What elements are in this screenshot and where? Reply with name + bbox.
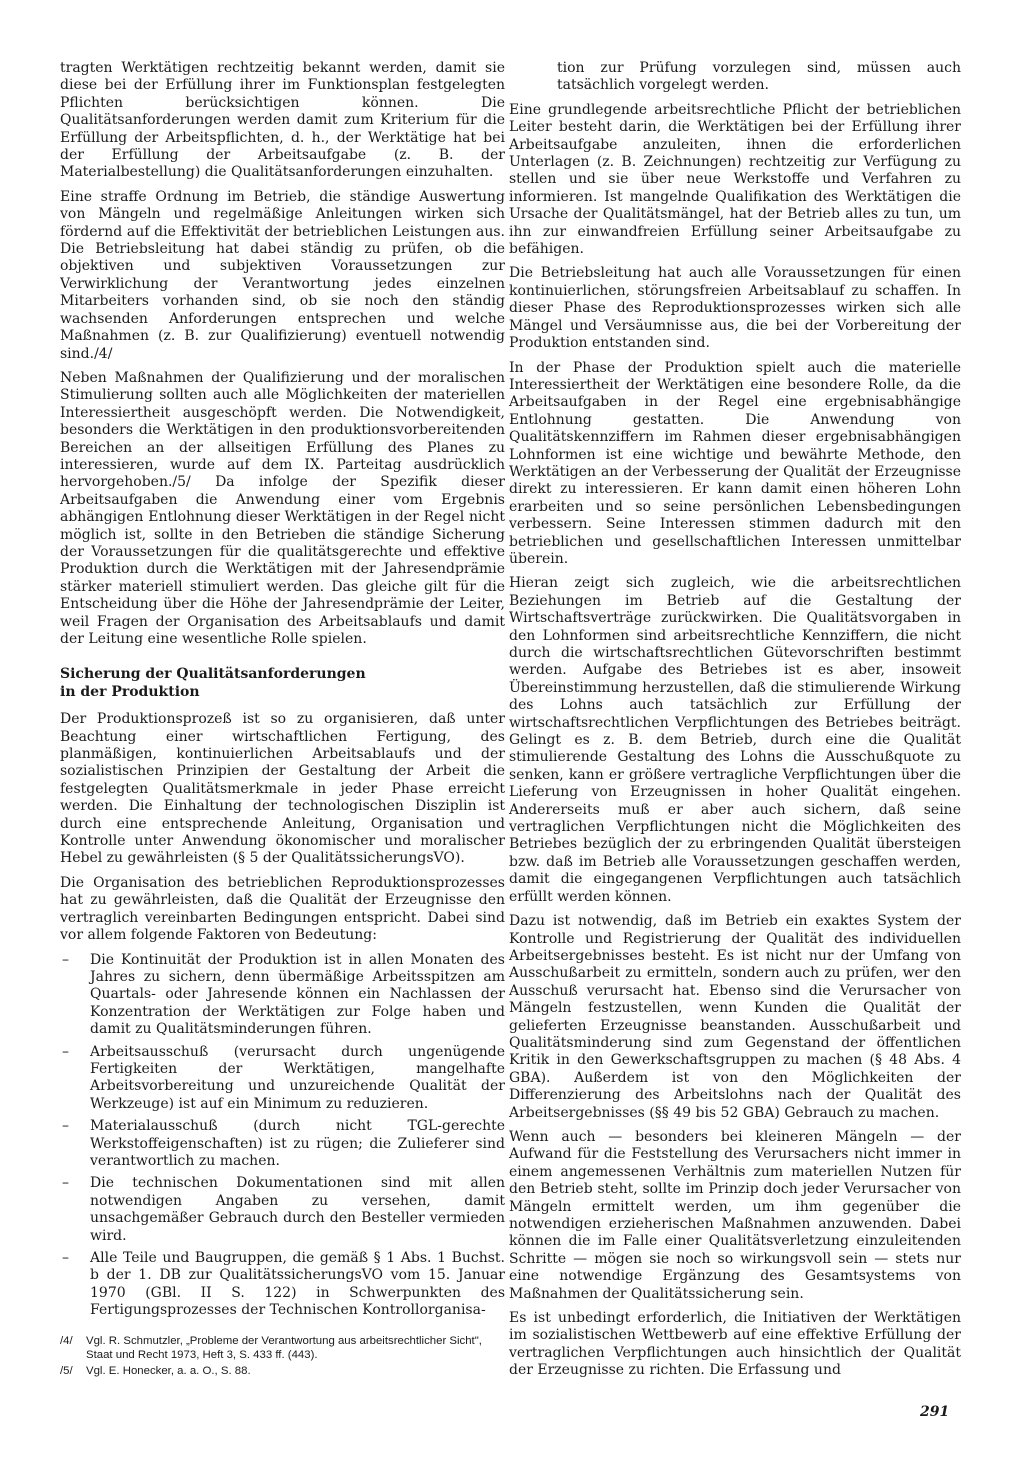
right-column <box>509 60 961 1387</box>
paragraph: Eine grundlegende arbeitsrechtliche Pflicht der betrieblichen Leiter besteht darin, die Werktätigen bei der Erfüllung ihrer Arbeitsaufgabe anzuleiten, ihnen die erforderlichen Unterlagen (z. B. Zeichnungen) rechtzeitig zur Verfügung zu stellen und sie über neue Werkstoffe und Verfahren zu informieren. Ist mangelnde Qualifikation des Werktätigen die Ursache der Qualitätsmängel, hat der Betrieb alles zu tun, um ihn zur einwandfreien Erfüllung seiner Arbeitsaufgabe zu befähigen. <box>509 101 961 258</box>
section-heading-line: in der Produktion <box>60 683 200 700</box>
paragraph: Die Betriebsleitung hat auch alle Voraussetzungen für einen kontinuierlichen, störungsfreien Arbeitsablauf zu schaffen. In dieser Phase des Reproduktionsprozesses wirken sich alle Mängel und Versäumnisse aus, die bei der Vorbereitung der Produktion entstanden sind. <box>509 265 961 352</box>
list-item: – Arbeitsausschuß (verursacht durch ungenügende Fertigkeiten der Werktätigen, mangelhafte Arbeitsvorbereitung und unzureichende Qualität der Werkzeuge) ist auf ein Minimum zu reduzieren. <box>60 1044 505 1114</box>
footnotes <box>60 1334 505 1379</box>
footnote-mark: /4/ <box>60 1334 73 1347</box>
paragraph: Wenn auch — besonders bei kleineren Mängeln — der Aufwand für die Feststellung des Verursachers nicht immer in einem angemessenen Verhältnis zum materiellen Nutzen für den Betrieb steht, sollte im Prinzip doch jeder Verursacher von Mängeln ermittelt werden, um ihm gegenüber die notwendigen erzieherischen Maßnahmen anzuwenden. Dabei können die im Falle einer Qualitätsverletzung einzuleitenden Schritte — mögen sie noch so wirkungsvoll sein — stets nur eine notwendige Ergänzung des Gesamtsystems von Maßnahmen der Qualitätssicherung sein. <box>509 1128 961 1302</box>
paragraph: Hieran zeigt sich zugleich, wie die arbeitsrechtlichen Beziehungen im Betrieb auf die Gestaltung der Wirtschaftsverträge zurückwirken. Die Qualitätsvorgaben in den Lohnformen sind arbeitsrechtliche Kennziffern, die nicht durch die wirtschaftsrechtlichen Gütevorschriften bestimmt werden. Aufgabe des Betriebes ist es aber, insoweit Übereinstimmung herzustellen, daß die stimulierende Wirkung des Lohns auch tatsächlich zur Erfüllung der wirtschaftsrechtlichen Verpflichtungen des Betriebes beiträgt. Gelingt es z. B. dem Betrieb, durch eine die Qualität stimulierende Gestaltung des Lohns die Ausschußquote zu senken, kann er größere vertragliche Verpflichtungen über die Lieferung von Erzeugnissen in hoher Qualität eingehen. Andererseits muß er aber auch sichern, daß seine vertraglichen Verpflichtungen nicht die Möglichkeiten des Betriebes bezüglich der zu erbringenden Qualität übersteigen bzw. daß im Betrieb alle Voraussetzungen geschaffen werden, damit die eingegangenen Verpflichtungen auch tatsächlich erfüllt werden können. <box>509 575 961 905</box>
list-item: – Die Kontinuität der Produktion ist in allen Monaten des Jahres zu sichern, denn übermäßige Arbeitsspitzen am Quartals- oder Jahresende können ein Nachlassen der Konzentration der Werktätigen zur Folge haben und damit zu Qualitätsminderungen führen. <box>60 952 505 1039</box>
footnote <box>60 1334 505 1362</box>
footnote-mark: /5/ <box>60 1365 73 1378</box>
footnote <box>60 1364 505 1378</box>
paragraph: tragten Werktätigen rechtzeitig bekannt werden, damit sie diese bei der Erfüllung ihrer im Funktionsplan festgelegten Pflichten berücksichtigen können. Die Qualitätsanforderungen werden damit zum Kriterium für die Erfüllung der Arbeitspflichten, d. h., der Werktätige hat bei der Erfüllung der Arbeitsaufgabe (z. B. der Materialbestellung) die Qualitätsanforderungen einzuhalten. <box>60 60 505 181</box>
paragraph: Eine straffe Ordnung im Betrieb, die ständige Auswertung von Mängeln und regelmäßige Anleitungen wirken sich fördernd auf die Effektivität der betrieblichen Leistungen aus. Die Betriebsleitung hat dabei ständig zu prüfen, ob die objektiven und subjektiven Voraussetzungen zur Verwirklichung der Verantwortung jedes einzelnen Mitarbeiters vorhanden sind, ob sie noch den ständig wachsenden Anforderungen entsprechen und welche Maßnahmen (z. B. zur Qualifizierung) eventuell notwendig sind./4/ <box>60 188 505 362</box>
paragraph: Der Produktionsprozeß ist so zu organisieren, daß unter Beachtung einer wirtschaftlichen Fertigung, des planmäßigen, kontinuierlichen Arbeitsablaufs und der sozialistischen Prinzipien der Gestaltung der Arbeit die festgelegten Qualitätsmerkmale in jeder Phase erreicht werden. Die Einhaltung der technologischen Disziplin ist durch eine entsprechende Anleitung, Organisation und Kontrolle unter Anwendung ökonomischer und moralischer Hebel zu gewährleisten (§ 5 der QualitätssicherungsVO). <box>60 711 505 867</box>
page-number: 291 <box>920 1404 950 1420</box>
list-item: – Die technischen Dokumentationen sind mit allen notwendigen Angaben zu versehen, damit unsachgemäßer Gebrauch durch den Besteller vermieden wird. <box>60 1175 505 1245</box>
paragraph-continuation: tion zur Prüfung vorzulegen sind, müssen auch tatsächlich vorgelegt werden. <box>557 60 961 94</box>
paragraph: Es ist unbedingt erforderlich, die Initiativen der Werktätigen im sozialistischen Wettbewerb auf eine effektive Erfüllung der vertraglichen Verpflichtungen auch hinsichtlich der Qualität der Erzeugnisse zu richten. Die Erfassung und <box>509 1310 961 1379</box>
section-heading-line: Sicherung der Qualitätsanforderungen <box>60 666 366 683</box>
section-heading <box>60 666 505 701</box>
paragraph: In der Phase der Produktion spielt auch die materielle Interessiertheit der Werktätigen eine besondere Rolle, da die Arbeitsaufgaben in der Regel eine ergebnisabhängige Entlohnung gestatten. Die Anwendung von Qualitätskennziffern im Rahmen dieser ergebnisabhängigen Lohnformen ist eine wichtige und bewährte Methode, den Werktätigen an der Verbesserung der Qualität der Erzeugnisse direkt zu interessieren. Er kann damit einen höheren Lohn erarbeiten und so seine persönlichen Lebensbedingungen verbessern. Seine Interessen stimmen dadurch mit den betrieblichen und gesellschaftlichen Interessen unmittelbar überein. <box>509 359 961 567</box>
list-item: – Materialausschuß (durch nicht TGL-gerechte Werkstoffeigenschaften) ist zu rügen; die Zulieferer sind verantwortlich zu machen. <box>60 1118 505 1170</box>
list-item: – Alle Teile und Baugruppen, die gemäß § 1 Abs. 1 Buchst. b der 1. DB zur QualitätssicherungsVO vom 15. Januar 1970 (GBl. II S. 122) in Schwerpunkten des Fertigungsprozesses der Technischen Kontrollorganisa- <box>60 1250 505 1320</box>
paragraph: Die Organisation des betrieblichen Reproduktionsprozesses hat zu gewährleisten, daß die Qualität der Erzeugnisse den vertraglich vereinbarten Bedingungen entspricht. Dabei sind vor allem folgende Faktoren von Bedeutung: <box>60 874 505 944</box>
paragraph: Dazu ist notwendig, daß im Betrieb ein exaktes System der Kontrolle und Registrierung der Qualität des individuellen Arbeitsergebnisses besteht. Es ist nicht nur der Umfang von Ausschußarbeit zu ermitteln, sondern auch zu prüfen, wer den Ausschuß verursacht hat. Ebenso sind die Verursacher von Mängeln festzustellen, wenn Kunden die Qualität der gelieferten Erzeugnisse beanstanden. Ausschußarbeit und Qualitätsminderung sind zum Gegenstand der öffentlichen Kritik in den Gewerkschaftsgruppen zu machen (§ 48 Abs. 4 GBA). Außerdem ist von den Möglichkeiten der Differenzierung des Arbeitslohns nach der Qualität des Arbeitsergebnisses (§§ 49 bis 52 GBA) Gebrauch zu machen. <box>509 913 961 1121</box>
factor-list <box>60 952 505 1320</box>
footnote-text: Vgl. R. Schmutzler, „Probleme der Verantwortung aus arbeitsrechtlicher Sicht", Staat und Recht 1973, Heft 3, S. 433 ff. (443). <box>86 1334 482 1361</box>
paragraph: Neben Maßnahmen der Qualifizierung und der moralischen Stimulierung sollten auch alle Möglichkeiten der materiellen Interessiertheit ausgeschöpft werden. Die Notwendigkeit, besonders die Werktätigen in den produktionsvorbereitenden Bereichen an der allseitigen Erfüllung des Planes zu interessieren, wurde auf dem IX. Parteitag ausdrücklich hervorgehoben./5/ Da infolge der Spezifik dieser Arbeitsaufgaben die Anwendung einer vom Ergebnis abhängigen Entlohnung dieser Werktätigen in der Regel nicht möglich ist, sollte in den Betrieben die ständige Sicherung der Voraussetzungen für die qualitätsgerechte und effektive Produktion durch die Werktätigen mit der Jahresendprämie stärker materiell stimuliert werden. Das gleiche gilt für die Entscheidung über die Höhe der Jahresendprämie der Leiter, weil Fragen der Organisation des Arbeitsablaufs und damit der Leitung eine wesentliche Rolle spielen. <box>60 369 505 647</box>
left-column <box>60 60 505 1380</box>
footnote-text: Vgl. E. Honecker, a. a. O., S. 88. <box>86 1365 251 1378</box>
